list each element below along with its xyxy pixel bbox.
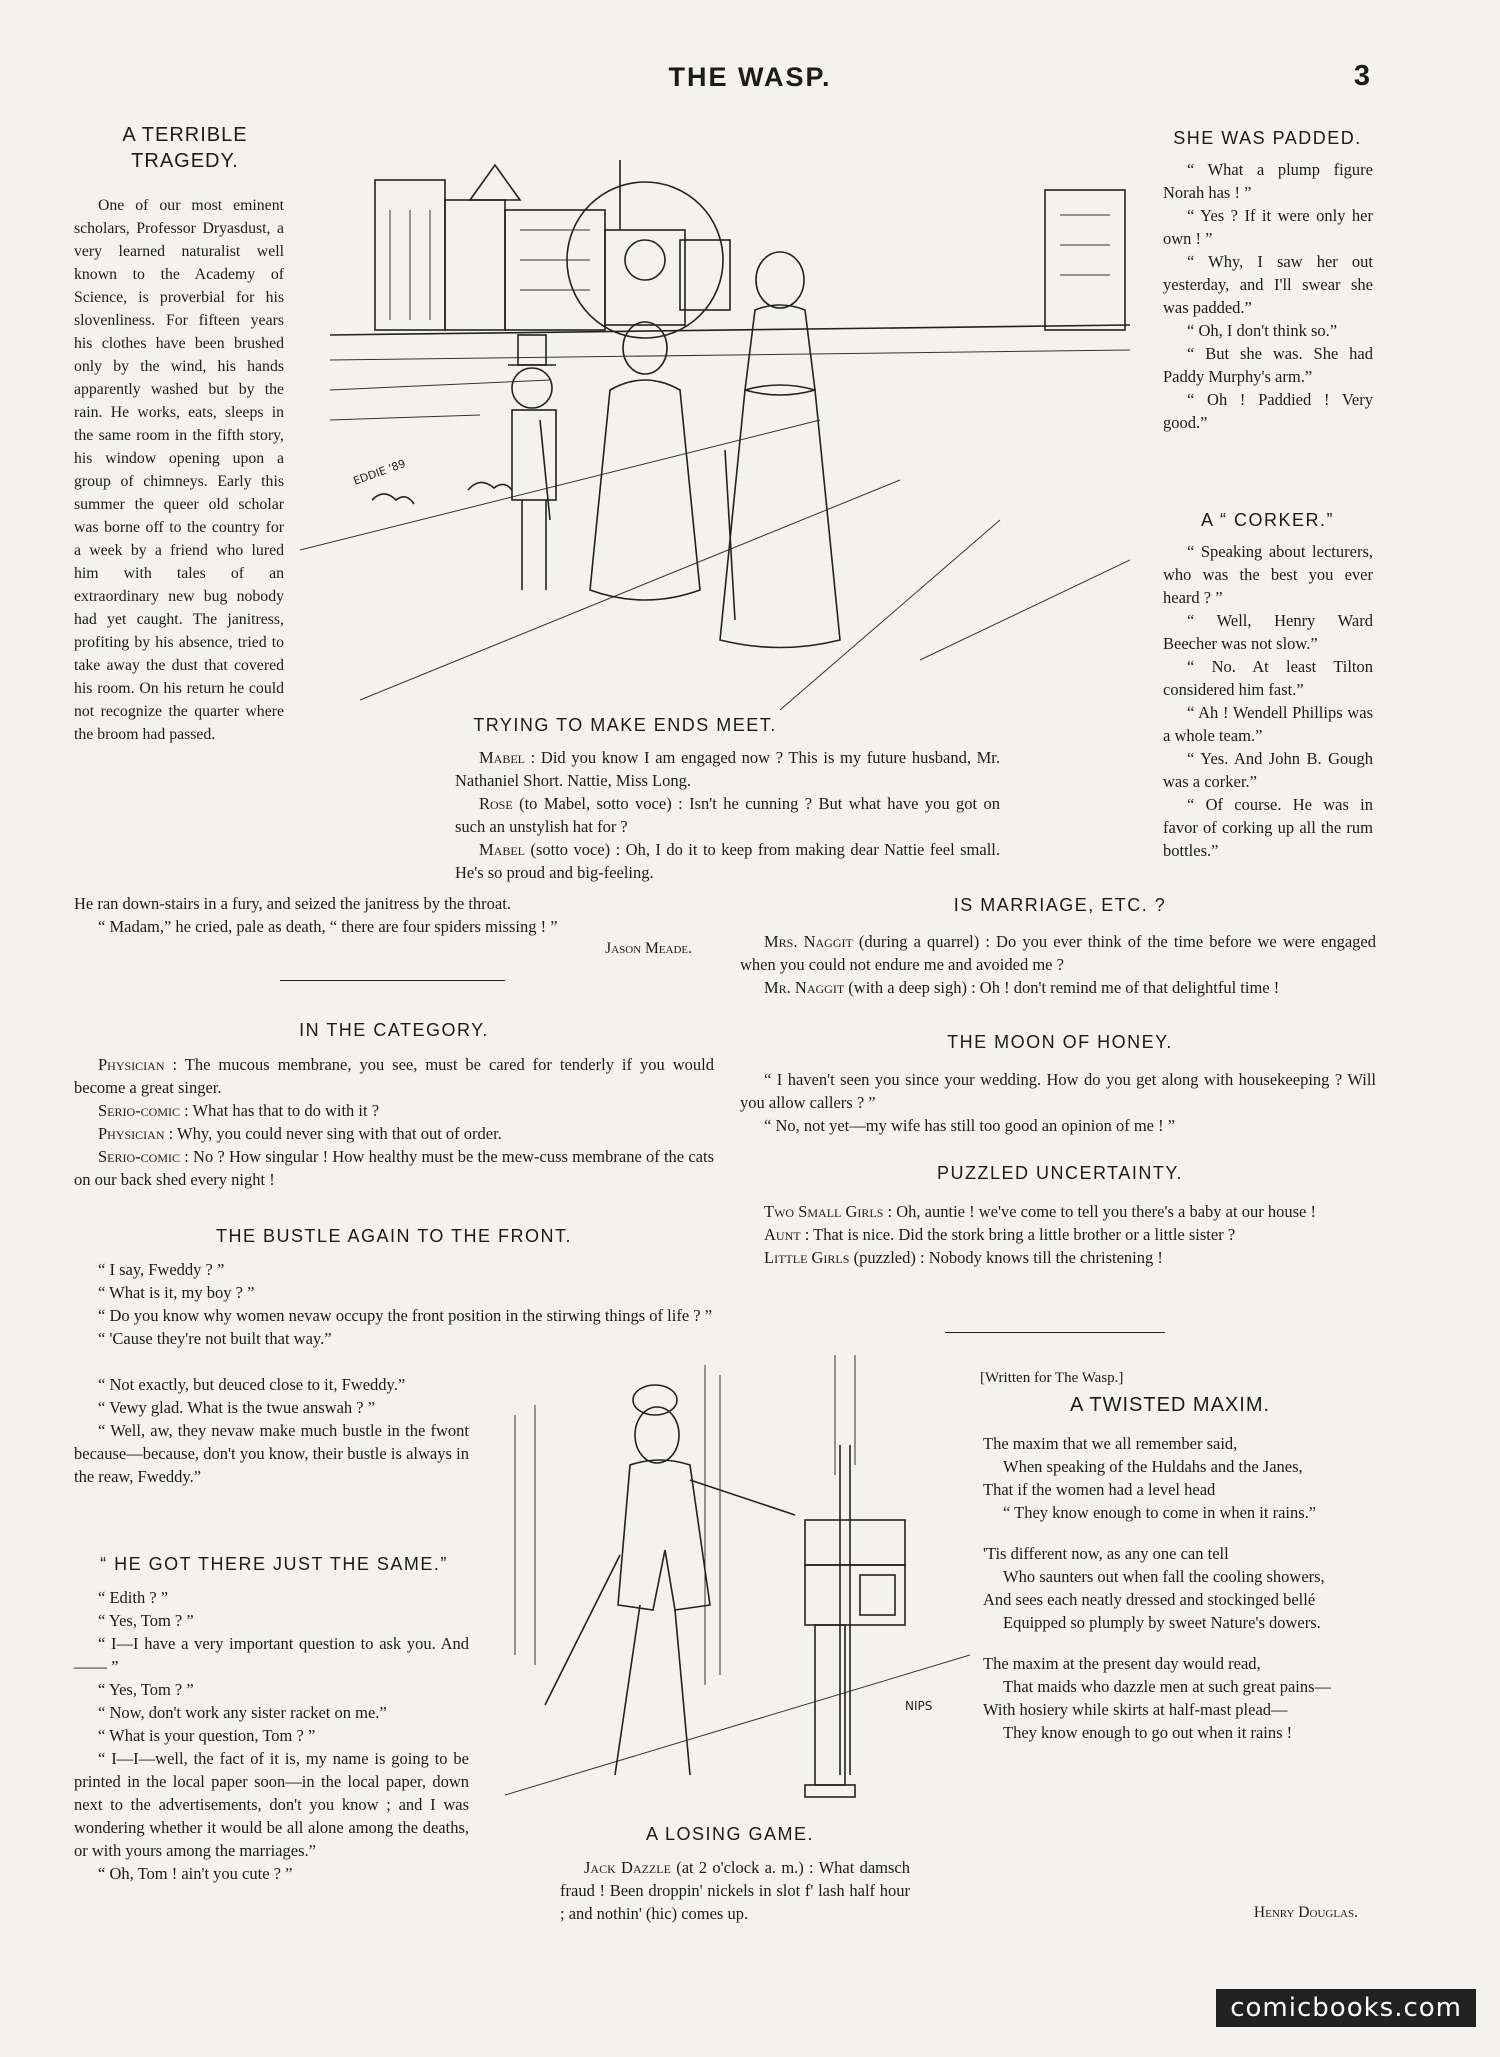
bustle-body-narrow: “ Not exactly, but deuced close to it, Fweddy.” “ Vewy glad. What is the twue answah ? ” “ Well, aw, they nevaw make much bustle in the fwont because—because, don't you know, their bustle is always in the reaw, Fweddy.” <box>74 1375 469 1486</box>
bustle-body-wide: “ I say, Fweddy ? ” “ What is it, my boy ? ” “ Do you know why women nevaw occupy the front position in the stirwing things of life ? ” “ 'Cause they're not built that way.” <box>98 1260 713 1348</box>
maxim-author: Henry Douglas. <box>1253 1904 1358 1921</box>
cartoon-top-signature: EDDIE '89 <box>351 456 408 488</box>
same-body: “ Edith ? ” “ Yes, Tom ? ” “ I—I have a very important question to ask you. And —— ” “ Yes, Tom ? ” “ Now, don't work any sister racket on me.” “ What is your question, Tom ? ” “ I—I—well, the fact of it is, my name is going to be printed in the local paper soon—in the local paper, down next to the advertisements, don't you know ; and I was wondering whether it would be all alone among the deaths, or with yours among the marriages.” “ Oh, Tom ! ain't you cute ? ” <box>74 1588 469 1883</box>
cartoon-illustration-street <box>300 120 1130 710</box>
tragedy-continuation: He ran down-stairs in a fury, and seized the janitress by the throat. <box>74 894 511 913</box>
tragedy-quote: “ Madam,” he cried, pale as death, “ there are four spiders missing ! ” <box>98 917 558 936</box>
birds <box>372 482 512 504</box>
same-title: “ HE GOT THERE JUST THE SAME.” <box>100 1554 448 1574</box>
caption-line: Rose (to Mabel, sotto voce) : Isn't he cunning ? But what have you got on such an unstylish hat for ? <box>455 794 1000 836</box>
marriage-title: IS MARRIAGE, ETC. ? <box>953 895 1167 915</box>
tall-woman-figure <box>720 252 840 648</box>
divider <box>280 980 505 981</box>
honey-body: “ I haven't seen you since your wedding. How do you get along with housekeeping ? Will you allow callers ? ” “ No, not yet—my wife has still too good an opinion of me ! ” <box>740 1070 1376 1135</box>
page-number: 3 <box>1353 60 1370 92</box>
pavement <box>300 380 1130 710</box>
slot-machine <box>805 1520 905 1797</box>
caption-line: Mabel (sotto voce) : Oh, I do it to keep from making dear Nattie feel small. He's so proud and big-feeling. <box>455 840 1000 882</box>
poem-stanza: The maxim that we all remember said, When speaking of the Huldahs and the Janes, That if the women had a level head “ They know enough to come in when it rains.” <box>983 1434 1317 1522</box>
puzzled-title: PUZZLED UNCERTAINTY. <box>936 1163 1184 1183</box>
background-hatching <box>505 1355 970 1795</box>
puzzled-body: Two Small Girls : Oh, auntie ! we've come to tell you there's a baby at our house ! Aunt : That is nice. Did the stork bring a little brother or a little sister ? Little Girls (puzzled) : Nobody knows till the christening ! <box>764 1202 1316 1267</box>
category-body: Physician : The mucous membrane, you see, must be cared for tenderly if you would become a great singer. Serio-comic : What has that to do with it ? Physician : Why, you could never sing with that out of order. Serio-comic : No ? How singular ! How healthy must be the mew-cuss membrane of the cats on our back shed every night ! <box>74 1055 714 1189</box>
maxim-poem <box>983 1432 1378 1744</box>
poem-stanza: The maxim at the present day would read, That maids who dazzle men at such great pains— With hosiery while skirts at half-mast plead— They know enough to go out when it rains ! <box>983 1654 1332 1742</box>
bustle-title: THE BUSTLE AGAIN TO THE FRONT. <box>215 1226 573 1246</box>
tragedy-author: Jason Meade. <box>605 940 692 957</box>
maxim-credit: [Written for The Wasp.] <box>980 1370 1124 1386</box>
maxim-title: A TWISTED MAXIM. <box>1069 1394 1271 1416</box>
caption-line: Mabel : Did you know I am engaged now ? This is my future husband, Mr. Nathaniel Short. Nattie, Miss Long. <box>455 748 1000 790</box>
masthead: THE WASP. <box>668 62 832 92</box>
man-figure <box>545 1385 795 1775</box>
tragedy-body: One of our most eminent scholars, Professor Dryasdust, a very learned naturalist well known to the Academy of Science, is proverbial for his slovenliness. For fifteen years his clothes have been brushed only by the wind, his hands apparently washed but by the rain. He works, eats, sleeps in the same room in the fifth story, his window opening upon a group of chimneys. Early this summer the queer old scholar was borne off to the country for a week by a friend who lured him with tales of an extraordinary new bug nobody had yet caught. The janitress, profiting by his absence, tried to take away the dust that covered his room. On his return he could not recognize the quarter where the broom had passed. <box>74 197 284 743</box>
short-man-figure <box>508 335 556 590</box>
tragedy-title: A TERRIBLE TRAGEDY. <box>122 124 248 172</box>
corker-body: “ Speaking about lecturers, who was the best you ever heard ? ” “ Well, Henry Ward Beecher was not slow.” “ No. At least Tilton considered him fast.” “ Ah ! Wendell Phillips was a whole team.” “ Yes. And John B. Gough was a corker.” “ Of course. He was in favor of corking up all the rum bottles.” <box>1163 542 1373 860</box>
cartoon-illustration-slot-machine <box>505 1355 970 1830</box>
cartoon-bottom-title: A LOSING GAME. <box>645 1824 815 1844</box>
cartoon-bottom-caption: Jack Dazzle (at 2 o'clock a. m.) : What damsch fraud ! Been droppin' nickels in slot f' lash half hour ; and nothin' (hic) comes up. <box>560 1858 910 1923</box>
corker-title: A “ CORKER.” <box>1200 510 1334 530</box>
padded-body: “ What a plump figure Norah has ! ” “ Yes ? If it were only her own ! ” “ Why, I saw her out yesterday, and I'll swear she was padded.” “ Oh, I don't think so.” “ But she was. She had Paddy Murphy's arm.” “ Oh ! Paddied ! Very good.” <box>1163 160 1373 432</box>
cartoon-bottom-signature: NIPS <box>905 1699 933 1713</box>
woman-parasol-figure <box>567 182 723 600</box>
cartoon-top-caption <box>455 746 1000 884</box>
cartoon-top-title: TRYING TO MAKE ENDS MEET. <box>473 715 777 735</box>
buildings <box>375 160 1125 330</box>
category-title: IN THE CATEGORY. <box>299 1020 489 1040</box>
honey-title: THE MOON OF HONEY. <box>947 1032 1173 1052</box>
marriage-body: Mrs. Naggit (during a quarrel) : Do you ever think of the time before we were engaged when you could not endure me and avoided me ? Mr. Naggit (with a deep sigh) : Oh ! don't remind me of that delightful time ! <box>740 932 1376 997</box>
padded-title: SHE WAS PADDED. <box>1173 128 1362 148</box>
divider <box>945 1332 1165 1333</box>
poem-stanza: 'Tis different now, as any one can tell Who saunters out when fall the cooling showers, And sees each neatly dressed and stockinged bellé Equipped so plumply by sweet Nature's dowers. <box>983 1544 1325 1632</box>
watermark-logo: comicbooks.com <box>1216 1989 1476 2027</box>
